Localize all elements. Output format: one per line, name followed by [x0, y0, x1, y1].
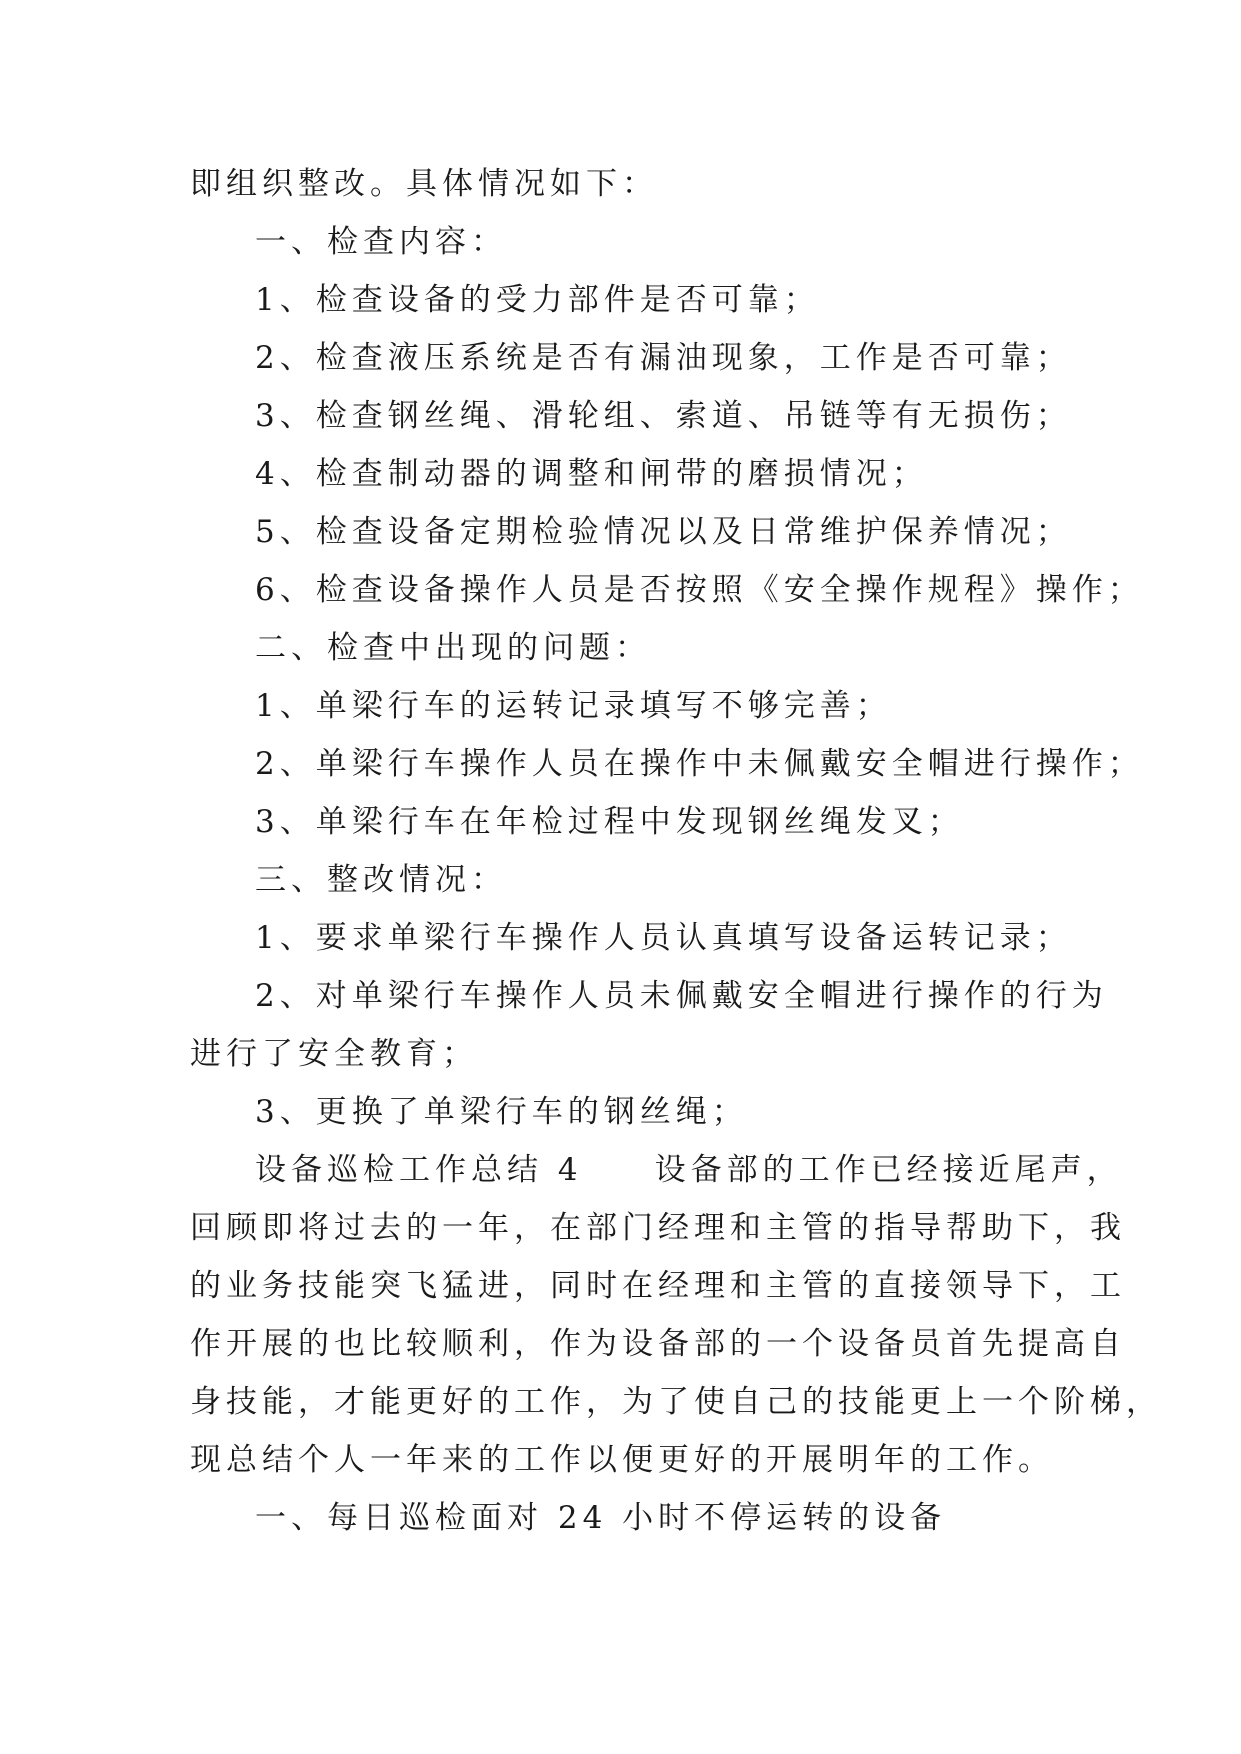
section-heading: 一、检查内容：	[255, 224, 507, 260]
list-item: 1、检查设备的受力部件是否可靠；	[255, 282, 820, 318]
paragraph-line: 进行了安全教育；	[190, 1036, 478, 1072]
paragraph-line: 的业务技能突飞猛进，同时在经理和主管的直接领导下，工	[190, 1268, 1126, 1304]
paragraph-line: 身技能，才能更好的工作，为了使自己的技能更上一个阶梯，	[190, 1384, 1162, 1420]
paragraph-line: 回顾即将过去的一年，在部门经理和主管的指导帮助下，我	[190, 1210, 1126, 1246]
list-item: 2、对单梁行车操作人员未佩戴安全帽进行操作的行为	[255, 978, 1108, 1014]
paragraph-line: 即组织整改。具体情况如下：	[190, 166, 658, 202]
paragraph-line: 现总结个人一年来的工作以便更好的开展明年的工作。	[190, 1442, 1054, 1478]
section-heading: 二、检查中出现的问题：	[255, 630, 651, 666]
section-heading: 一、每日巡检面对 24 小时不停运转的设备	[255, 1500, 947, 1536]
paragraph-line: 作开展的也比较顺利，作为设备部的一个设备员首先提高自	[190, 1326, 1126, 1362]
list-item: 1、单梁行车的运转记录填写不够完善；	[255, 688, 892, 724]
list-item: 3、更换了单梁行车的钢丝绳；	[255, 1094, 748, 1130]
list-item: 2、检查液压系统是否有漏油现象，工作是否可靠；	[255, 340, 1072, 376]
list-item: 5、检查设备定期检验情况以及日常维护保养情况；	[255, 514, 1072, 550]
list-item: 6、检查设备操作人员是否按照《安全操作规程》操作；	[255, 572, 1144, 608]
list-item: 1、要求单梁行车操作人员认真填写设备运转记录；	[255, 920, 1072, 956]
list-item: 4、检查制动器的调整和闸带的磨损情况；	[255, 456, 928, 492]
section-heading: 三、整改情况：	[255, 862, 507, 898]
list-item: 3、检查钢丝绳、滑轮组、索道、吊链等有无损伤；	[255, 398, 1072, 434]
list-item: 2、单梁行车操作人员在操作中未佩戴安全帽进行操作；	[255, 746, 1144, 782]
paragraph-line: 设备巡检工作总结 4 设备部的工作已经接近尾声，	[255, 1152, 1123, 1188]
list-item: 3、单梁行车在年检过程中发现钢丝绳发叉；	[255, 804, 964, 840]
